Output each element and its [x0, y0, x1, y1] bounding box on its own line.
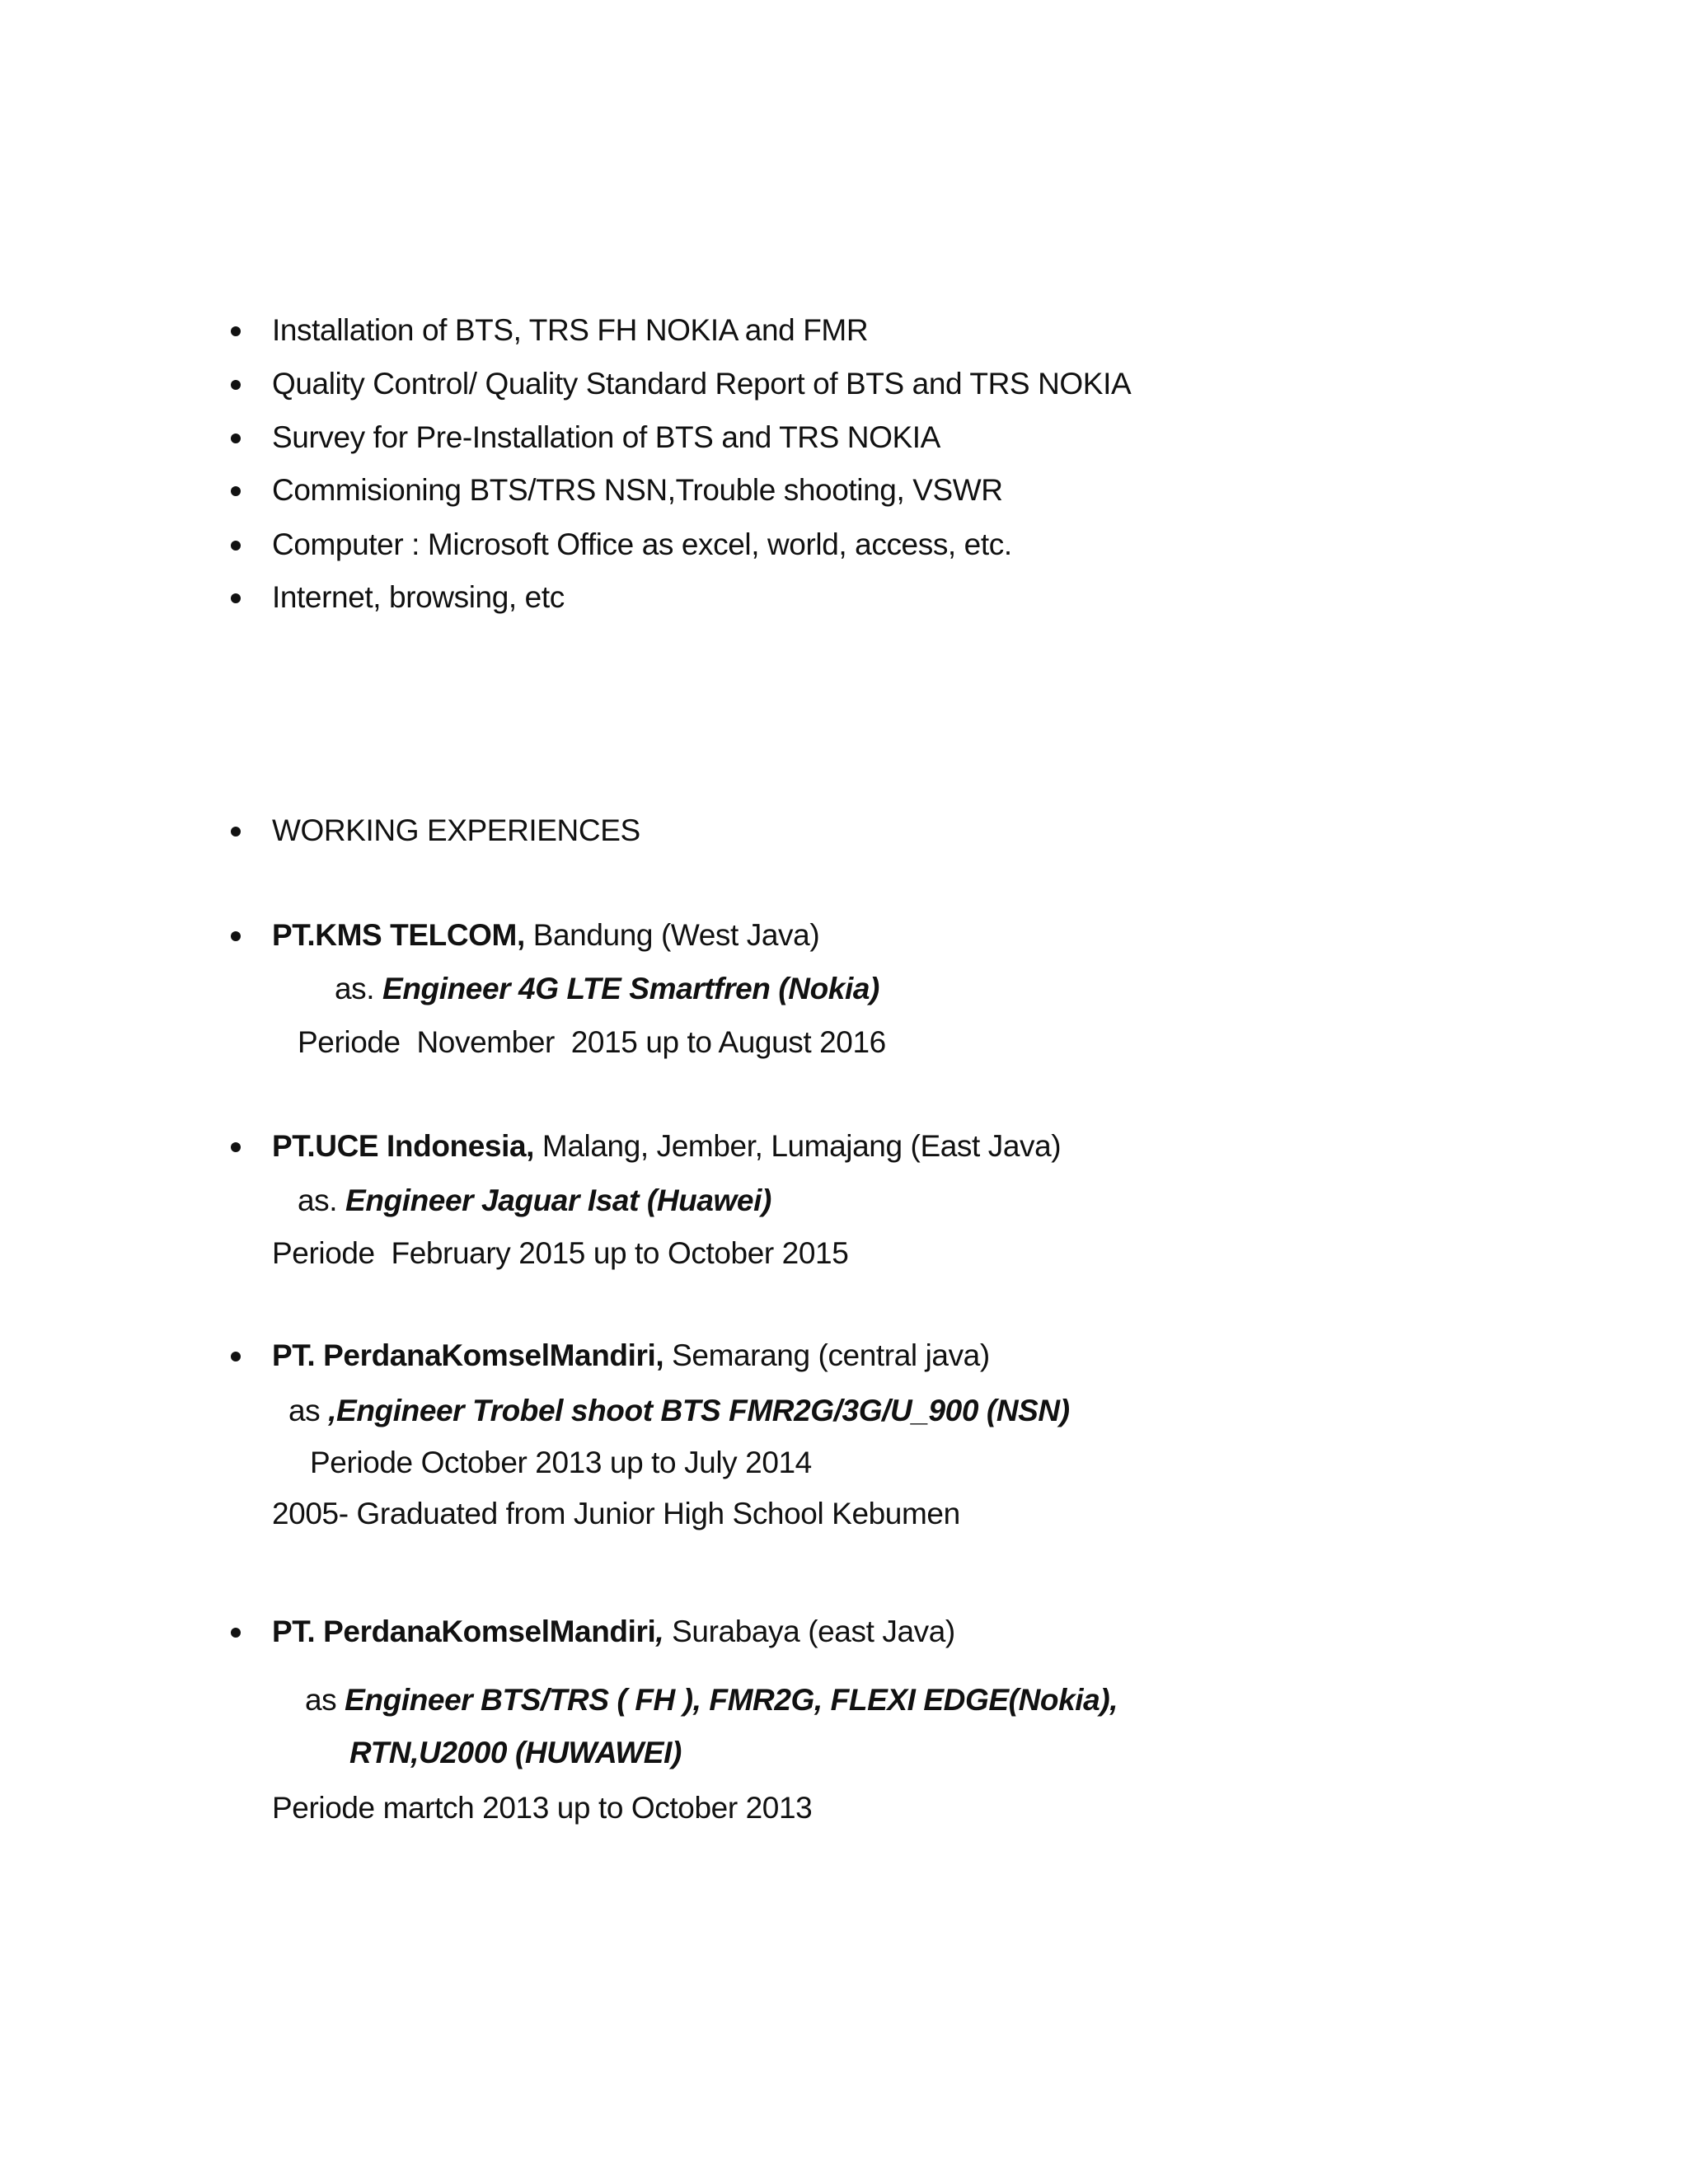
- job-heading: [272, 1616, 955, 1647]
- bullet-icon: [231, 380, 241, 390]
- bullet-icon: [231, 1628, 241, 1638]
- job-role-line: [305, 1685, 1118, 1715]
- role-prefix: as.: [298, 1183, 346, 1217]
- job-extra-note: 2005- Graduated from Junior High School Kebumen: [272, 1497, 960, 1530]
- job-location: Bandung (West Java): [524, 918, 820, 952]
- section-heading: WORKING EXPERIENCES: [272, 813, 640, 847]
- job-role: ,Engineer Trobel shoot BTS FMR2G/3G/U_900 (NSN): [328, 1394, 1070, 1427]
- company-name: PT. PerdanaKomselMandiri: [272, 1615, 656, 1648]
- bullet-icon: [231, 326, 241, 336]
- company-comma: ,: [655, 1615, 664, 1648]
- job-role-continuation: RTN,U2000 (HUWAWEI): [349, 1736, 682, 1769]
- company-name: PT.KMS TELCOM,: [272, 918, 525, 952]
- job-location: Surabaya (east Java): [663, 1615, 955, 1648]
- skill-item: Survey for Pre-Installation of BTS and TRS NOKIA: [272, 420, 940, 454]
- job-period: Periode November 2015 up to August 2016: [298, 1025, 886, 1059]
- company-name: PT.UCE Indonesia,: [272, 1129, 535, 1163]
- job-role-line: [335, 973, 879, 1004]
- skill-item: Computer : Microsoft Office as excel, world, access, etc.: [272, 527, 1012, 561]
- job-period: Periode October 2013 up to July 2014: [310, 1446, 812, 1479]
- job-role: Engineer Jaguar Isat (Huawei): [345, 1183, 771, 1217]
- job-heading: [272, 920, 819, 950]
- bullet-icon: [231, 1142, 241, 1152]
- job-role: Engineer 4G LTE Smartfren (Nokia): [382, 972, 879, 1005]
- skill-item: Quality Control/ Quality Standard Report of BTS and TRS NOKIA: [272, 367, 1132, 401]
- job-period: Periode martch 2013 up to October 2013: [272, 1791, 813, 1825]
- skill-item: Installation of BTS, TRS FH NOKIA and FMR: [272, 313, 869, 347]
- job-location: Malang, Jember, Lumajang (East Java): [534, 1129, 1062, 1163]
- job-role: Engineer BTS/TRS ( FH ), FMR2G, FLEXI EDGE(Nokia),: [345, 1683, 1118, 1717]
- role-prefix: as: [288, 1394, 329, 1427]
- job-role-line: [298, 1185, 771, 1216]
- bullet-icon: [231, 486, 241, 496]
- bullet-icon: [231, 593, 241, 603]
- skill-item: Internet, browsing, etc: [272, 580, 565, 614]
- job-location: Semarang (central java): [663, 1338, 990, 1372]
- skill-item: Commisioning BTS/TRS NSN,Trouble shooting, VSWR: [272, 473, 1003, 507]
- bullet-icon: [231, 827, 241, 837]
- job-heading: [272, 1340, 990, 1371]
- role-prefix: as.: [335, 972, 383, 1005]
- bullet-icon: [231, 1352, 241, 1361]
- bullet-icon: [231, 541, 241, 551]
- job-role-line: [288, 1395, 1070, 1426]
- bullet-icon: [231, 434, 241, 443]
- job-heading: [272, 1131, 1061, 1161]
- bullet-icon: [231, 931, 241, 941]
- job-period: Periode February 2015 up to October 2015: [272, 1236, 849, 1270]
- company-name: PT. PerdanaKomselMandiri,: [272, 1338, 664, 1372]
- role-prefix: as: [305, 1683, 345, 1717]
